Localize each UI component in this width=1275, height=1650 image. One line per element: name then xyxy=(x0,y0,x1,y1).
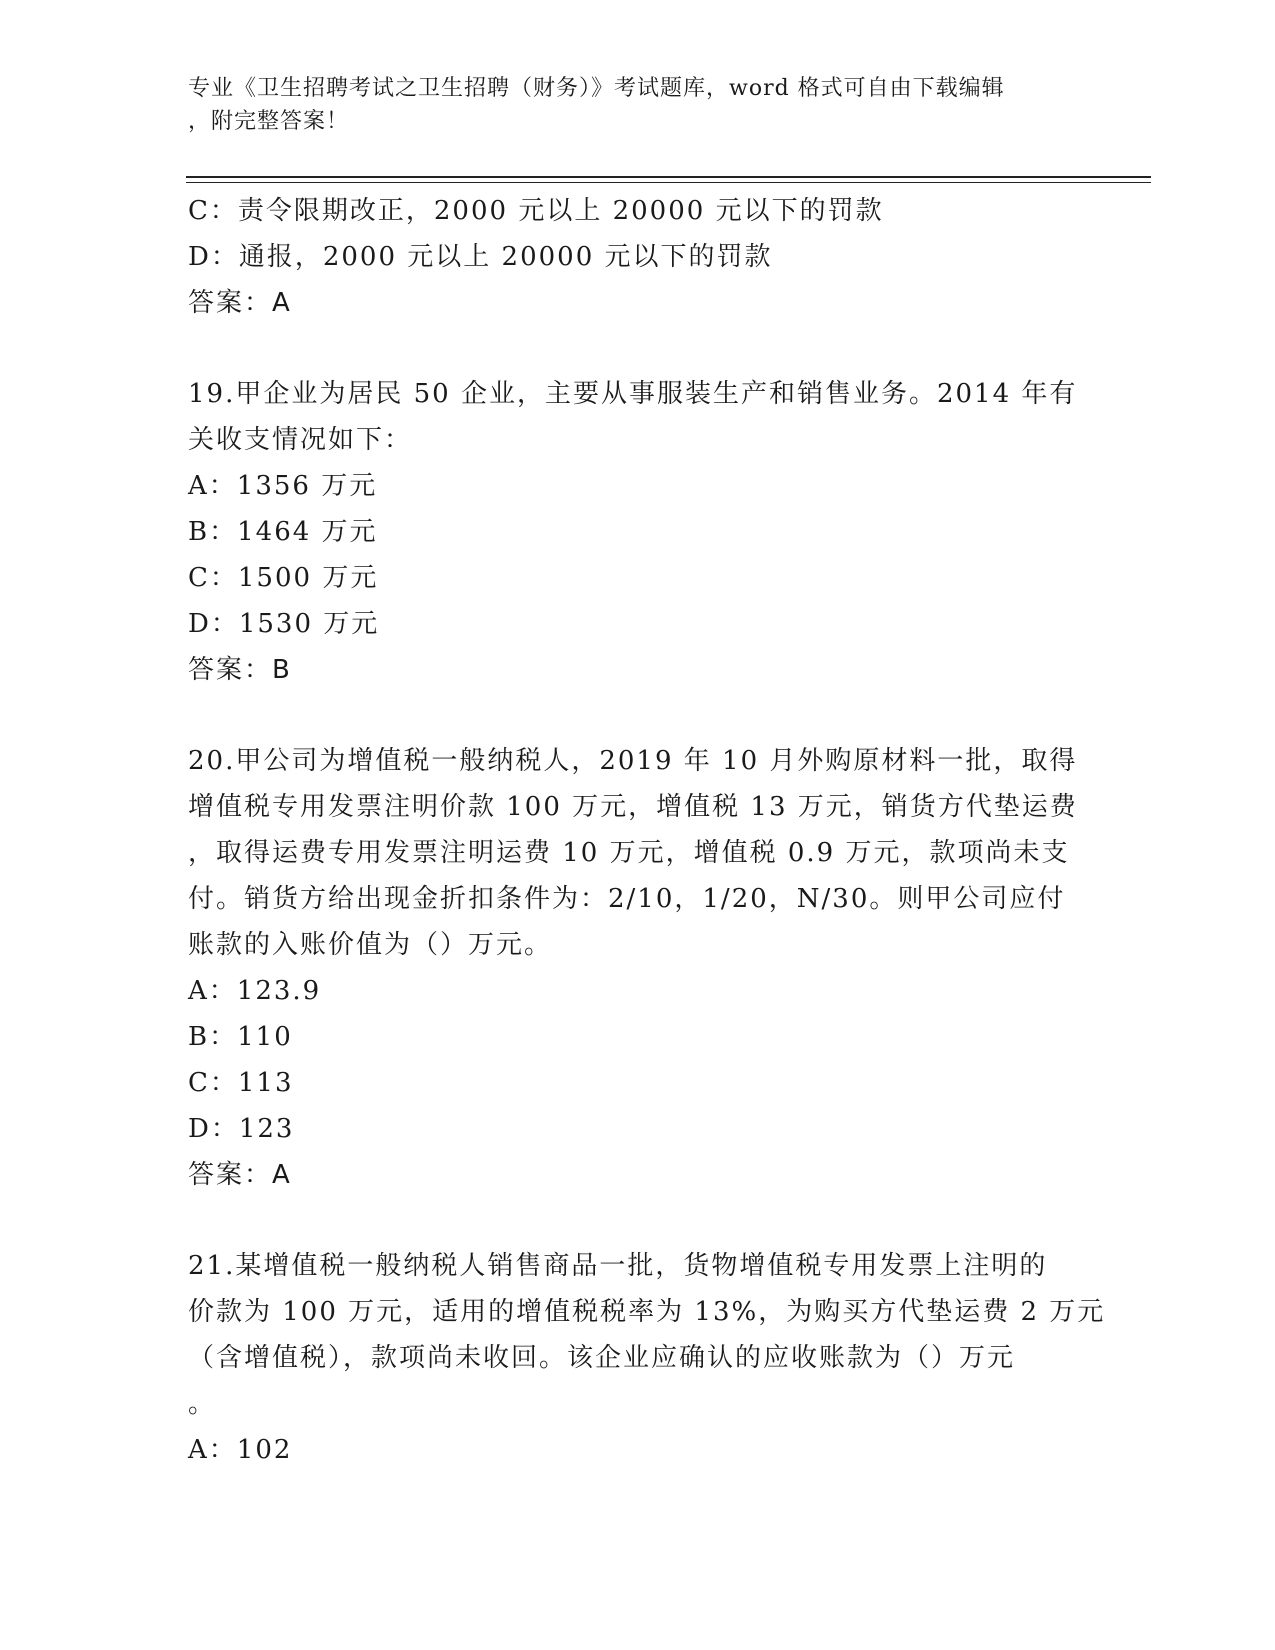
option-c: C：1500 万元 xyxy=(188,563,379,593)
question-stem-line: 19.甲企业为居民 50 企业，主要从事服装生产和销售业务。2014 年有 xyxy=(188,379,1078,409)
answer: 答案：A xyxy=(188,1160,292,1190)
question-stem-line: 21.某增值税一般纳税人销售商品一批，货物增值税专用发票上注明的 xyxy=(188,1251,1048,1281)
question-20 xyxy=(188,738,1088,1198)
header-divider xyxy=(186,182,1151,183)
header-divider xyxy=(186,176,1151,178)
option-d: D：123 xyxy=(188,1114,295,1144)
option-c: C：责令限期改正，2000 元以上 20000 元以下的罚款 xyxy=(188,196,884,226)
question-stem-line: 付。销货方给出现金折扣条件为：2/10，1/20，N/30。则甲公司应付 xyxy=(188,884,1066,914)
page-header xyxy=(188,72,1088,138)
option-a: A：123.9 xyxy=(188,976,322,1006)
question-21 xyxy=(188,1243,1106,1473)
question-stem-line: 价款为 100 万元，适用的增值税税率为 13%，为购买方代垫运费 2 万元 xyxy=(188,1297,1106,1327)
question-19 xyxy=(188,371,1088,693)
question-stem-line: （含增值税），款项尚未收回。该企业应确认的应收账款为（）万元 xyxy=(188,1343,1016,1373)
header-line: ，附完整答案！ xyxy=(188,109,350,134)
header-line: 专业《卫生招聘考试之卫生招聘（财务）》考试题库，word 格式可自由下载编辑 xyxy=(188,76,1005,101)
question-18-tail xyxy=(188,188,1088,326)
answer: 答案：B xyxy=(188,655,292,685)
question-stem-line: ，取得运费专用发票注明运费 10 万元，增值税 0.9 万元，款项尚未支 xyxy=(188,838,1070,868)
question-stem-line: 20.甲公司为增值税一般纳税人，2019 年 10 月外购原材料一批，取得 xyxy=(188,746,1078,776)
option-a: A：102 xyxy=(188,1435,293,1465)
question-stem-line: 增值税专用发票注明价款 100 万元，增值税 13 万元，销货方代垫运费 xyxy=(188,792,1078,822)
option-a: A：1356 万元 xyxy=(188,471,378,501)
option-d: D：1530 万元 xyxy=(188,609,380,639)
option-b: B：110 xyxy=(188,1022,293,1052)
answer: 答案：A xyxy=(188,288,292,318)
option-d: D：通报，2000 元以上 20000 元以下的罚款 xyxy=(188,242,773,272)
option-b: B：1464 万元 xyxy=(188,517,378,547)
question-list xyxy=(188,188,1106,1473)
option-c: C：113 xyxy=(188,1068,294,1098)
question-stem-line: 。 xyxy=(188,1389,217,1419)
question-stem-line: 关收支情况如下： xyxy=(188,425,413,455)
question-stem-line: 账款的入账价值为（）万元。 xyxy=(188,930,553,960)
